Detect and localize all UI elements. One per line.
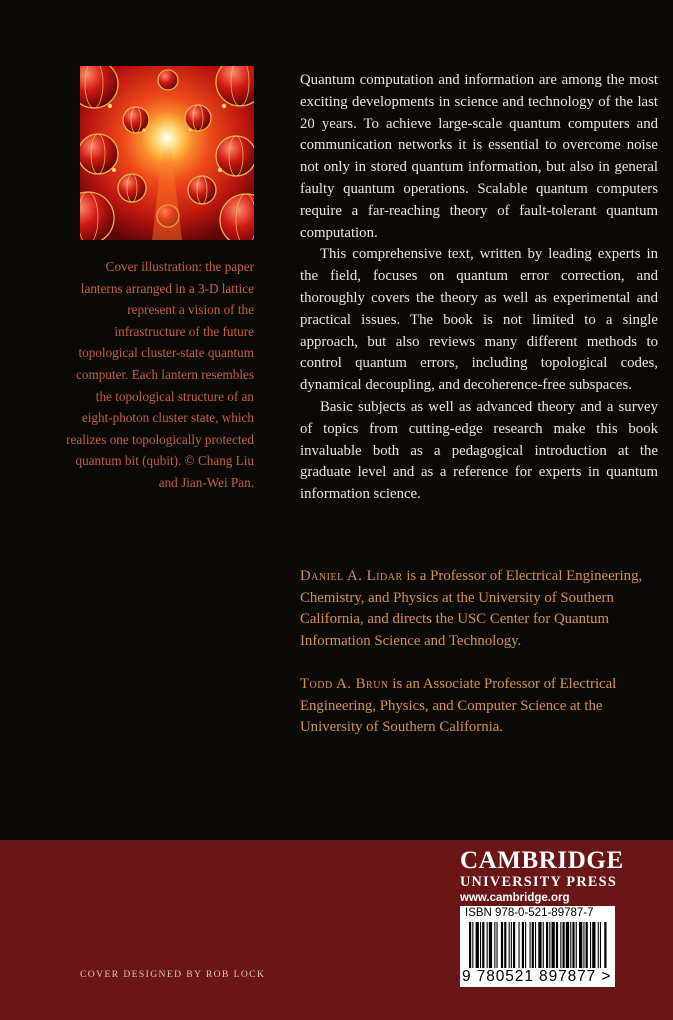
- barcode-bar: [546, 922, 548, 968]
- barcode-bar: [472, 922, 473, 968]
- lantern-lattice-image: [80, 66, 254, 240]
- isbn-barcode: [460, 906, 615, 987]
- barcode-bar: [590, 922, 591, 968]
- barcode-bar: [509, 922, 510, 968]
- description-paragraph: Quantum computation and information are among the most exciting developments in science and technology of the last 20 years. To achieve large-scale quantum computers and communication networks it is essential to overcome noise not only in stored quantum information, but also in general faulty quantum operations. Scalable quantum computers require a far-reaching theory of fault-tolerant quantum computation.: [300, 72, 658, 241]
- barcode-bar: [522, 922, 524, 968]
- barcode-bar: [497, 922, 498, 968]
- barcode-bar: [572, 922, 574, 968]
- barcode-bar: [532, 922, 534, 968]
- author-name: Daniel A. Lidar: [300, 568, 403, 584]
- barcode-bar: [598, 922, 599, 968]
- barcode-bar: [560, 922, 561, 968]
- barcode-bar: [480, 922, 481, 968]
- barcode-bar: [476, 922, 479, 968]
- publisher-name: CAMBRIDGE: [460, 847, 624, 874]
- barcode-bar: [513, 922, 515, 968]
- author-name: Todd A. Brun: [300, 676, 389, 692]
- barcode-bar: [604, 922, 606, 968]
- publisher-subtitle: UNIVERSITY PRESS: [460, 874, 618, 890]
- barcode-bar: [482, 922, 484, 968]
- author-bio-text: is an Associate Professor of Electrical Engineering, Physics, and Computer Science at the University of Southern California.: [300, 676, 617, 736]
- cover-design-credit: COVER DESIGNED BY ROB LOCK: [80, 969, 266, 980]
- barcode-bar: [566, 922, 569, 968]
- barcode-bar: [592, 922, 595, 968]
- isbn-label: ISBN 978-0-521-89787-7: [465, 907, 594, 919]
- barcode-number: 9 780521 897877 >: [462, 968, 612, 985]
- barcode-bar: [519, 922, 520, 968]
- barcode-bar: [570, 922, 571, 968]
- barcode-bar: [556, 922, 558, 968]
- barcode-bar: [543, 922, 544, 968]
- publisher-url[interactable]: www.cambridge.org: [460, 892, 570, 904]
- barcode-bar: [511, 922, 512, 968]
- barcode-bar: [576, 922, 577, 968]
- author-bio: [300, 566, 658, 652]
- barcode-bar: [586, 922, 588, 968]
- barcode-bar: [579, 922, 582, 968]
- barcode-bar: [549, 922, 550, 968]
- barcode-bar: [469, 922, 471, 968]
- barcode-bar: [489, 922, 492, 968]
- author-bio-text: is a Professor of Electrical Engineering, Chemistry, and Physics at the University of Southern California, and directs the USC Center for Quantum Information Science and Technology.: [300, 568, 643, 649]
- book-description: [300, 70, 658, 506]
- barcode-bar: [525, 922, 526, 968]
- publisher-footer: [0, 840, 673, 1020]
- barcode-bar: [487, 922, 488, 968]
- barcode-bar: [501, 922, 503, 968]
- author-bio: [300, 674, 658, 739]
- description-paragraph: Basic subjects as well as advanced theory and a survey of topics from cutting-edge research make this book invaluable both as a pedagogical introduction at the graduate level and as a reference for experts in quantum information science.: [300, 398, 658, 503]
- cover-caption: Cover illustration: the paper lanterns arranged in a 3-D lattice represent a vision of the infrastructure of the future topological cluster-state quantum computer. Each lantern resembles the topological structure of an eight-photon cluster state, which realizes one topologically protected quantum bit (qubit). © Chang Liu and Jian-Wei Pan.: [66, 259, 254, 490]
- description-paragraph: This comprehensive text, written by leading experts in the field, focuses on quantum error correction, and thoroughly covers the theory as well as experimental and practical issues. The book is not limited to a single approach, but also reviews many different methods to control quantum errors, including topological codes, dynamical decoupling, and decoherence-free subspaces.: [300, 246, 658, 394]
- barcode-bar: [504, 922, 506, 968]
- barcode-bar: [494, 922, 495, 968]
- barcode-bar: [563, 922, 565, 968]
- barcode-bar: [600, 922, 601, 968]
- barcode-bar: [583, 922, 584, 968]
- barcode-bar: [552, 922, 555, 968]
- barcode-bar: [530, 922, 531, 968]
- barcode-bar: [535, 922, 536, 968]
- barcode-bars: [463, 922, 612, 968]
- publisher-block: [460, 848, 635, 906]
- cover-illustration: [80, 66, 254, 240]
- barcode-bar: [538, 922, 541, 968]
- barcode-graphic: [463, 922, 612, 968]
